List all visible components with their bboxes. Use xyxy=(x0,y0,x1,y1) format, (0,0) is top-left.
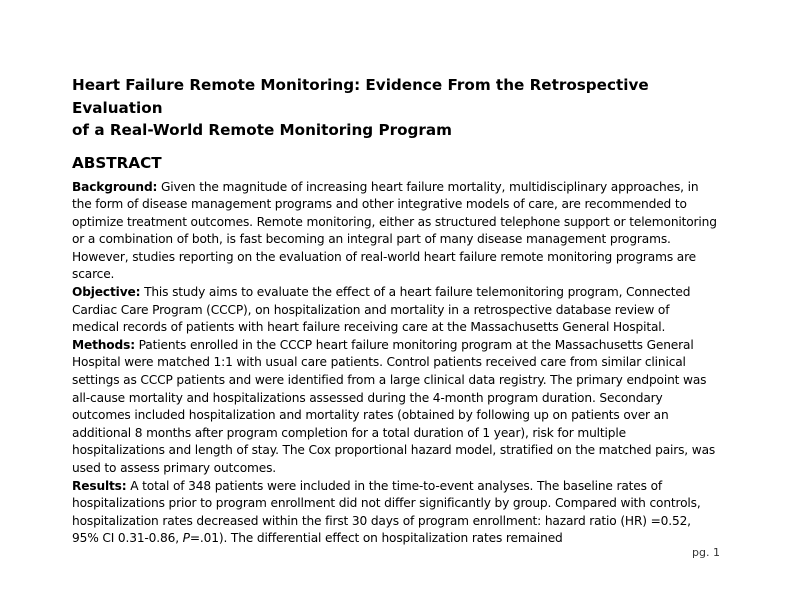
results-label: Results: xyxy=(72,478,127,493)
results-text-1: A total of 348 patients were included in the time-to-event analyses. The baseline rates of hospitalizations prior to program enrollment did not differ significantly by group. Compared with controls, hospitalization rates decreased within the first 30 days of program enrollment: hazard ratio (HR) =0.52, 95% CI 0.31-0.86, xyxy=(72,478,701,546)
title-line-1: Heart Failure Remote Monitoring: Evidence From the Retrospective Evaluation xyxy=(72,76,649,117)
objective-text: This study aims to evaluate the effect of a heart failure telemonitoring program, Connected Cardiac Care Program (CCCP), on hospitalization and mortality in a retrospective database review of medical records of patients with heart failure receiving care at the Massachusetts General Hospital. xyxy=(72,285,691,335)
abstract-heading: ABSTRACT xyxy=(72,153,162,172)
methods-text: Patients enrolled in the CCCP heart failure monitoring program at the Massachusetts General Hospital were matched 1:1 with usual care patients. Control patients received care from similar clinical settings as CCCP patients and were identified from a large clinical data registry. The primary endpoint was all-cause mortality and hospitalizations assessed during the 4-month program duration. Secondary outcomes included hospitalization and mortality rates (obtained by following up on patients over an additional 8 months after program completion for a total duration of 1 year), risk for multiple hospitalizations and length of stay. The Cox proportional hazard model, stratified on the matched pairs, was used to assess primary outcomes. xyxy=(72,337,716,475)
abstract-methods xyxy=(72,337,720,478)
document-page xyxy=(72,74,720,548)
results-p-value-symbol: P xyxy=(182,531,190,546)
methods-label: Methods: xyxy=(72,337,135,352)
results-text-2: =.01). The differential effect on hospitalization rates remained xyxy=(189,531,563,546)
objective-label: Objective: xyxy=(72,285,141,300)
background-label: Background: xyxy=(72,179,158,194)
abstract-results xyxy=(72,478,720,548)
page-number: pg. 1 xyxy=(692,546,720,559)
background-text: Given the magnitude of increasing heart failure mortality, multidisciplinary approaches, in the form of disease management programs and other integrative models of care, are recommended to optimize treatment outcomes. Remote monitoring, either as structured telephone support or telemonitoring or a combination of both, is fast becoming an integral part of many disease management programs. However, studies reporting on the evaluation of real-world heart failure remote monitoring programs are scarce. xyxy=(72,179,717,282)
abstract-objective xyxy=(72,284,720,337)
title-line-2: of a Real-World Remote Monitoring Program xyxy=(72,121,452,139)
document-title xyxy=(72,74,720,142)
abstract-background xyxy=(72,179,720,285)
